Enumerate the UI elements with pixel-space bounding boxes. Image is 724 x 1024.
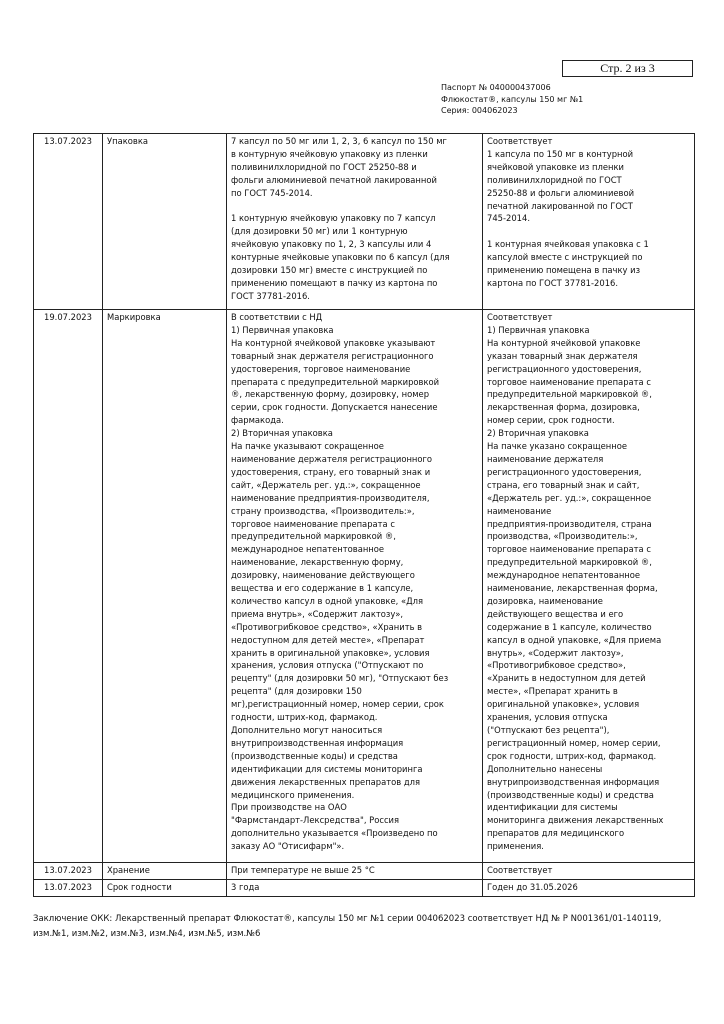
row-parameter: Маркировка — [103, 310, 227, 863]
row-parameter: Срок годности — [103, 879, 227, 896]
table-row — [34, 879, 695, 896]
product-name: Флюкостат®, капсулы 150 мг №1 — [441, 94, 584, 104]
page-number-box: Стр. 2 из 3 — [562, 60, 693, 77]
table-row — [34, 863, 695, 880]
row-date: 13.07.2023 — [34, 863, 103, 880]
row-requirement: В соответствии с НД 1) Первичная упаковка На контурной ячейковой упаковке указывают товарный знак держателя регистрационного удостоверения, торговое наименование препарата с предупредительной маркировкой ®, лекарственную форму, дозировку, номер серии, срок годности. Допускается нанесение фармакода. 2) Вторичная упаковка На пачке указывают сокращенное наименование держателя регистрационного удостоверения, страну, его товарный знак и сайт, «Держатель рег. уд.:», сокращенное наименование предприятия-производителя, страну производства, «Производитель:», торговое наименование препарата с предупредительной маркировкой ®, международное непатентованное наименование, лекарственную форму, дозировку, наименование действующего вещества и его содержание в 1 капсуле, количество капсул в одной упаковке, «Для приема внутрь», «Содержит лактозу», «Противогрибковое средство», «Хранить в недоступном для детей месте», «Препарат хранить в оригинальной упаковке», условия хранения, условия отпуска ("Отпускают по рецепту" (для дозировки 50 мг), "Отпускают без рецепта" (для дозировки 150 мг),регистрационный номер, номер серии, срок годности, штрих-код, фармакод. Дополнительно могут наноситься внутрипроизводственная информация (производственные коды) и средства идентификации для системы мониторинга движения лекарственных препаратов для медицинского применения. При производстве на ОАО "Фармстандарт-Лексредства", Россия дополнительно указывается «Произведено по заказу АО "Отисифарм"». — [227, 310, 483, 863]
row-result: Соответствует 1 капсула по 150 мг в контурной ячейковой упаковке из пленки поливинилхлоридной по ГОСТ 25250-88 и фольги алюминиевой печатной лакированной по ГОСТ 745-2014. 1 контурная ячейковая упаковка с 1 капсулой вместе с инструкцией по применению помещена в пачку из картона по ГОСТ 37781-2016. — [483, 134, 695, 310]
row-requirement: 3 года — [227, 879, 483, 896]
row-requirement: 7 капсул по 50 мг или 1, 2, 3, 6 капсул по 150 мг в контурную ячейковую упаковку из пленки поливинилхлоридной по ГОСТ 25250-88 и фольги алюминиевой печатной лакированной по ГОСТ 745-2014. 1 контурную ячейковую упаковку по 7 капсул (для дозировки 50 мг) или 1 контурную ячейковую упаковку по 1, 2, 3 капсулы или 4 контурные ячейковые упаковки по 6 капсул (для дозировки 150 мг) вместе с инструкцией по применению помещают в пачку из картона по ГОСТ 37781-2016. — [227, 134, 483, 310]
series-number: Серия: 004062023 — [441, 106, 518, 115]
row-parameter: Хранение — [103, 863, 227, 880]
document-header — [441, 82, 583, 117]
row-requirement: При температуре не выше 25 °С — [227, 863, 483, 880]
row-result: Годен до 31.05.2026 — [483, 879, 695, 896]
row-date: 19.07.2023 — [34, 310, 103, 863]
table-row — [34, 310, 695, 863]
conclusion-text: Заключение ОКК: Лекарственный препарат Флюкостат®, капсулы 150 мг №1 серии 004062023 соответствует НД № Р N001361/01-140119, изм.№1, изм.№2, изм.№3, изм.№4, изм.№5, изм.№6 — [33, 914, 662, 939]
quality-control-table — [33, 133, 695, 897]
row-result: Соответствует — [483, 863, 695, 880]
row-date: 13.07.2023 — [34, 879, 103, 896]
table-row — [34, 134, 695, 310]
row-date: 13.07.2023 — [34, 134, 103, 310]
row-parameter: Упаковка — [103, 134, 227, 310]
row-result: Соответствует 1) Первичная упаковка На контурной ячейковой упаковке указан товарный знак держателя регистрационного удостоверения, торговое наименование препарата с предупредительной маркировкой ®, лекарственная форма, дозировка, номер серии, срок годности. 2) Вторичная упаковка На пачке указано сокращенное наименование держателя регистрационного удостоверения, страна, его товарный знак и сайт, «Держатель рег. уд.:», сокращенное наименование предприятия-производителя, страна производства, «Производитель:», торговое наименование препарата с предупредительной маркировкой ®, международное непатентованное наименование, лекарственная форма, дозировка, наименование действующего вещества и его содержание в 1 капсуле, количество капсул в одной упаковке, «Для приема внутрь», «Содержит лактозу», «Противогрибковое средство», «Хранить в недоступном для детей месте», «Препарат хранить в оригинальной упаковке», условия хранения, условия отпуска ("Отпускают без рецепта"), регистрационный номер, номер серии, срок годности, штрих-код, фармакод. Дополнительно нанесены внутрипроизводственная информация (производственные коды) и средства идентификации для системы мониторинга движения лекарственных препаратов для медицинского применения. — [483, 310, 695, 863]
passport-number: Паспорт № 040000437006 — [441, 83, 551, 92]
